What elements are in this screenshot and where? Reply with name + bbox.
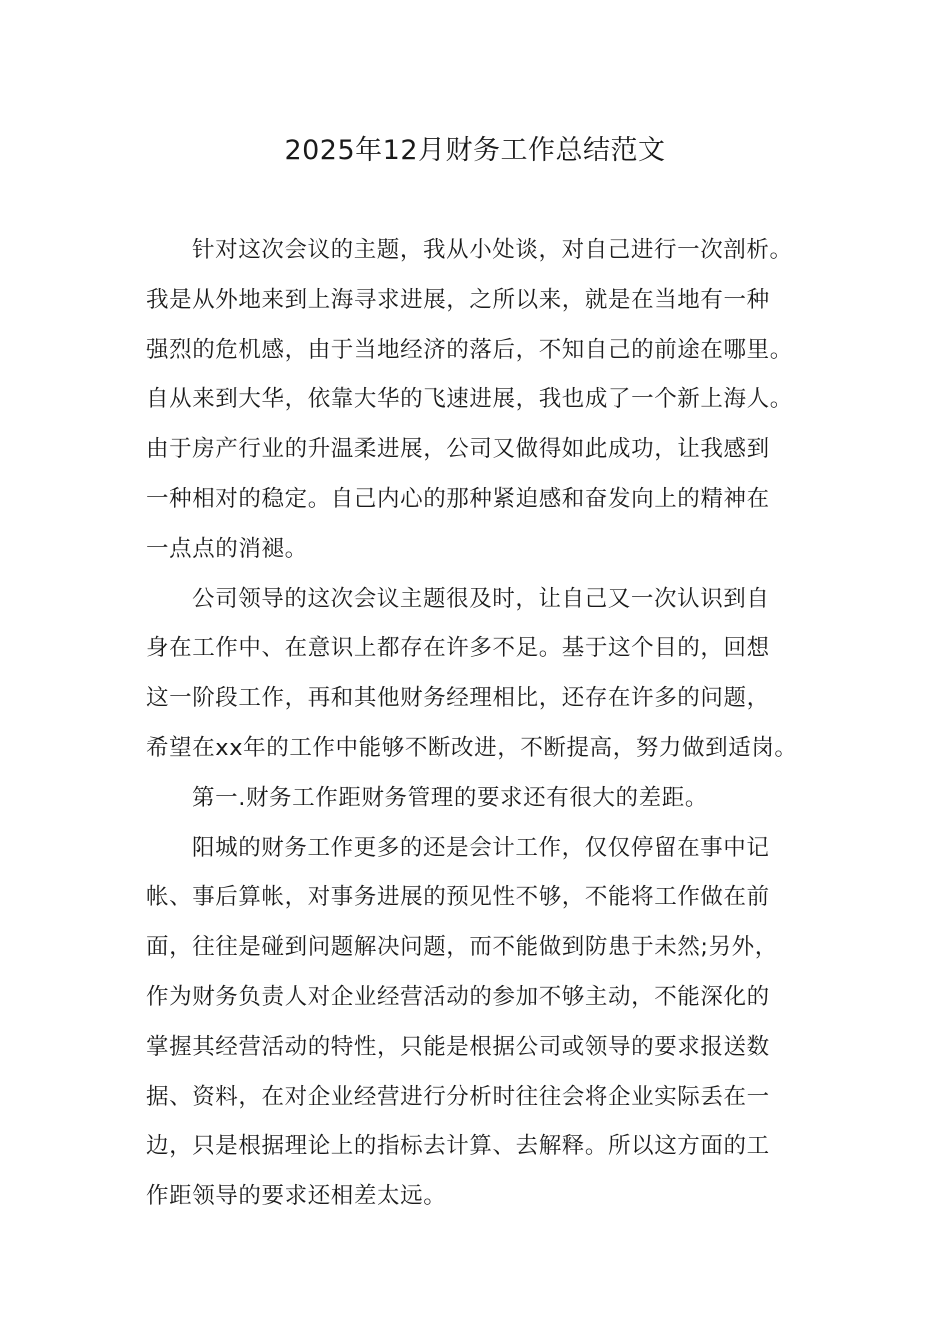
paragraph-line: 这一阶段工作，再和其他财务经理相比，还存在许多的问题， [146,685,770,712]
paragraph-first-line: 针对这次会议的主题，我从小处谈，对自己进行一次剖析。 [192,237,793,263]
paragraph-line: 一种相对的稳定。自己内心的那种紧迫感和奋发向上的精神在 [146,485,770,512]
paragraph-line: 帐、事后算帐，对事务进展的预见性不够，不能将工作做在前 [146,884,770,911]
paragraph-line: 自从来到大华，依靠大华的飞速进展，我也成了一个新上海人。 [146,386,793,413]
document-body [146,226,811,1222]
paragraph-line: 我是从外地来到上海寻求进展，之所以来，就是在当地有一种 [146,286,770,313]
paragraph-line: 作距领导的要求还相差太远。 [146,1183,447,1210]
paragraph-first-line: 第一.财务工作距财务管理的要求还有很大的差距。 [192,784,708,811]
paragraph-line: 希望在xx年的工作中能够不断改进，不断提高，努力做到适岗。 [146,734,798,761]
paragraph-line: 面，往往是碰到问题解决问题，而不能做到防患于未然;另外， [146,934,778,961]
paragraph-line: 身在工作中、在意识上都存在许多不足。基于这个目的，回想 [146,635,770,662]
paragraph-line: 作为财务负责人对企业经营活动的参加不够主动，不能深化的 [146,983,770,1010]
paragraph-line: 由于房产行业的升温柔进展，公司又做得如此成功，让我感到 [146,436,770,463]
paragraph-line: 据、资料，在对企业经营进行分析时往往会将企业实际丢在一 [146,1083,770,1110]
document-title: 2025年12月财务工作总结范文 [284,135,666,166]
paragraph-first-line: 公司领导的这次会议主题很及时，让自己又一次认识到自 [192,585,770,612]
paragraph-line: 强烈的危机感，由于当地经济的落后，不知自己的前途在哪里。 [146,336,793,363]
paragraph-first-line: 阳城的财务工作更多的还是会计工作，仅仅停留在事中记 [192,834,770,861]
paragraph-line: 边，只是根据理论上的指标去计算、去解释。所以这方面的工 [146,1133,770,1160]
paragraph-line: 一点点的消褪。 [146,535,308,562]
paragraph-line: 掌握其经营活动的特性，只能是根据公司或领导的要求报送数 [146,1033,770,1060]
